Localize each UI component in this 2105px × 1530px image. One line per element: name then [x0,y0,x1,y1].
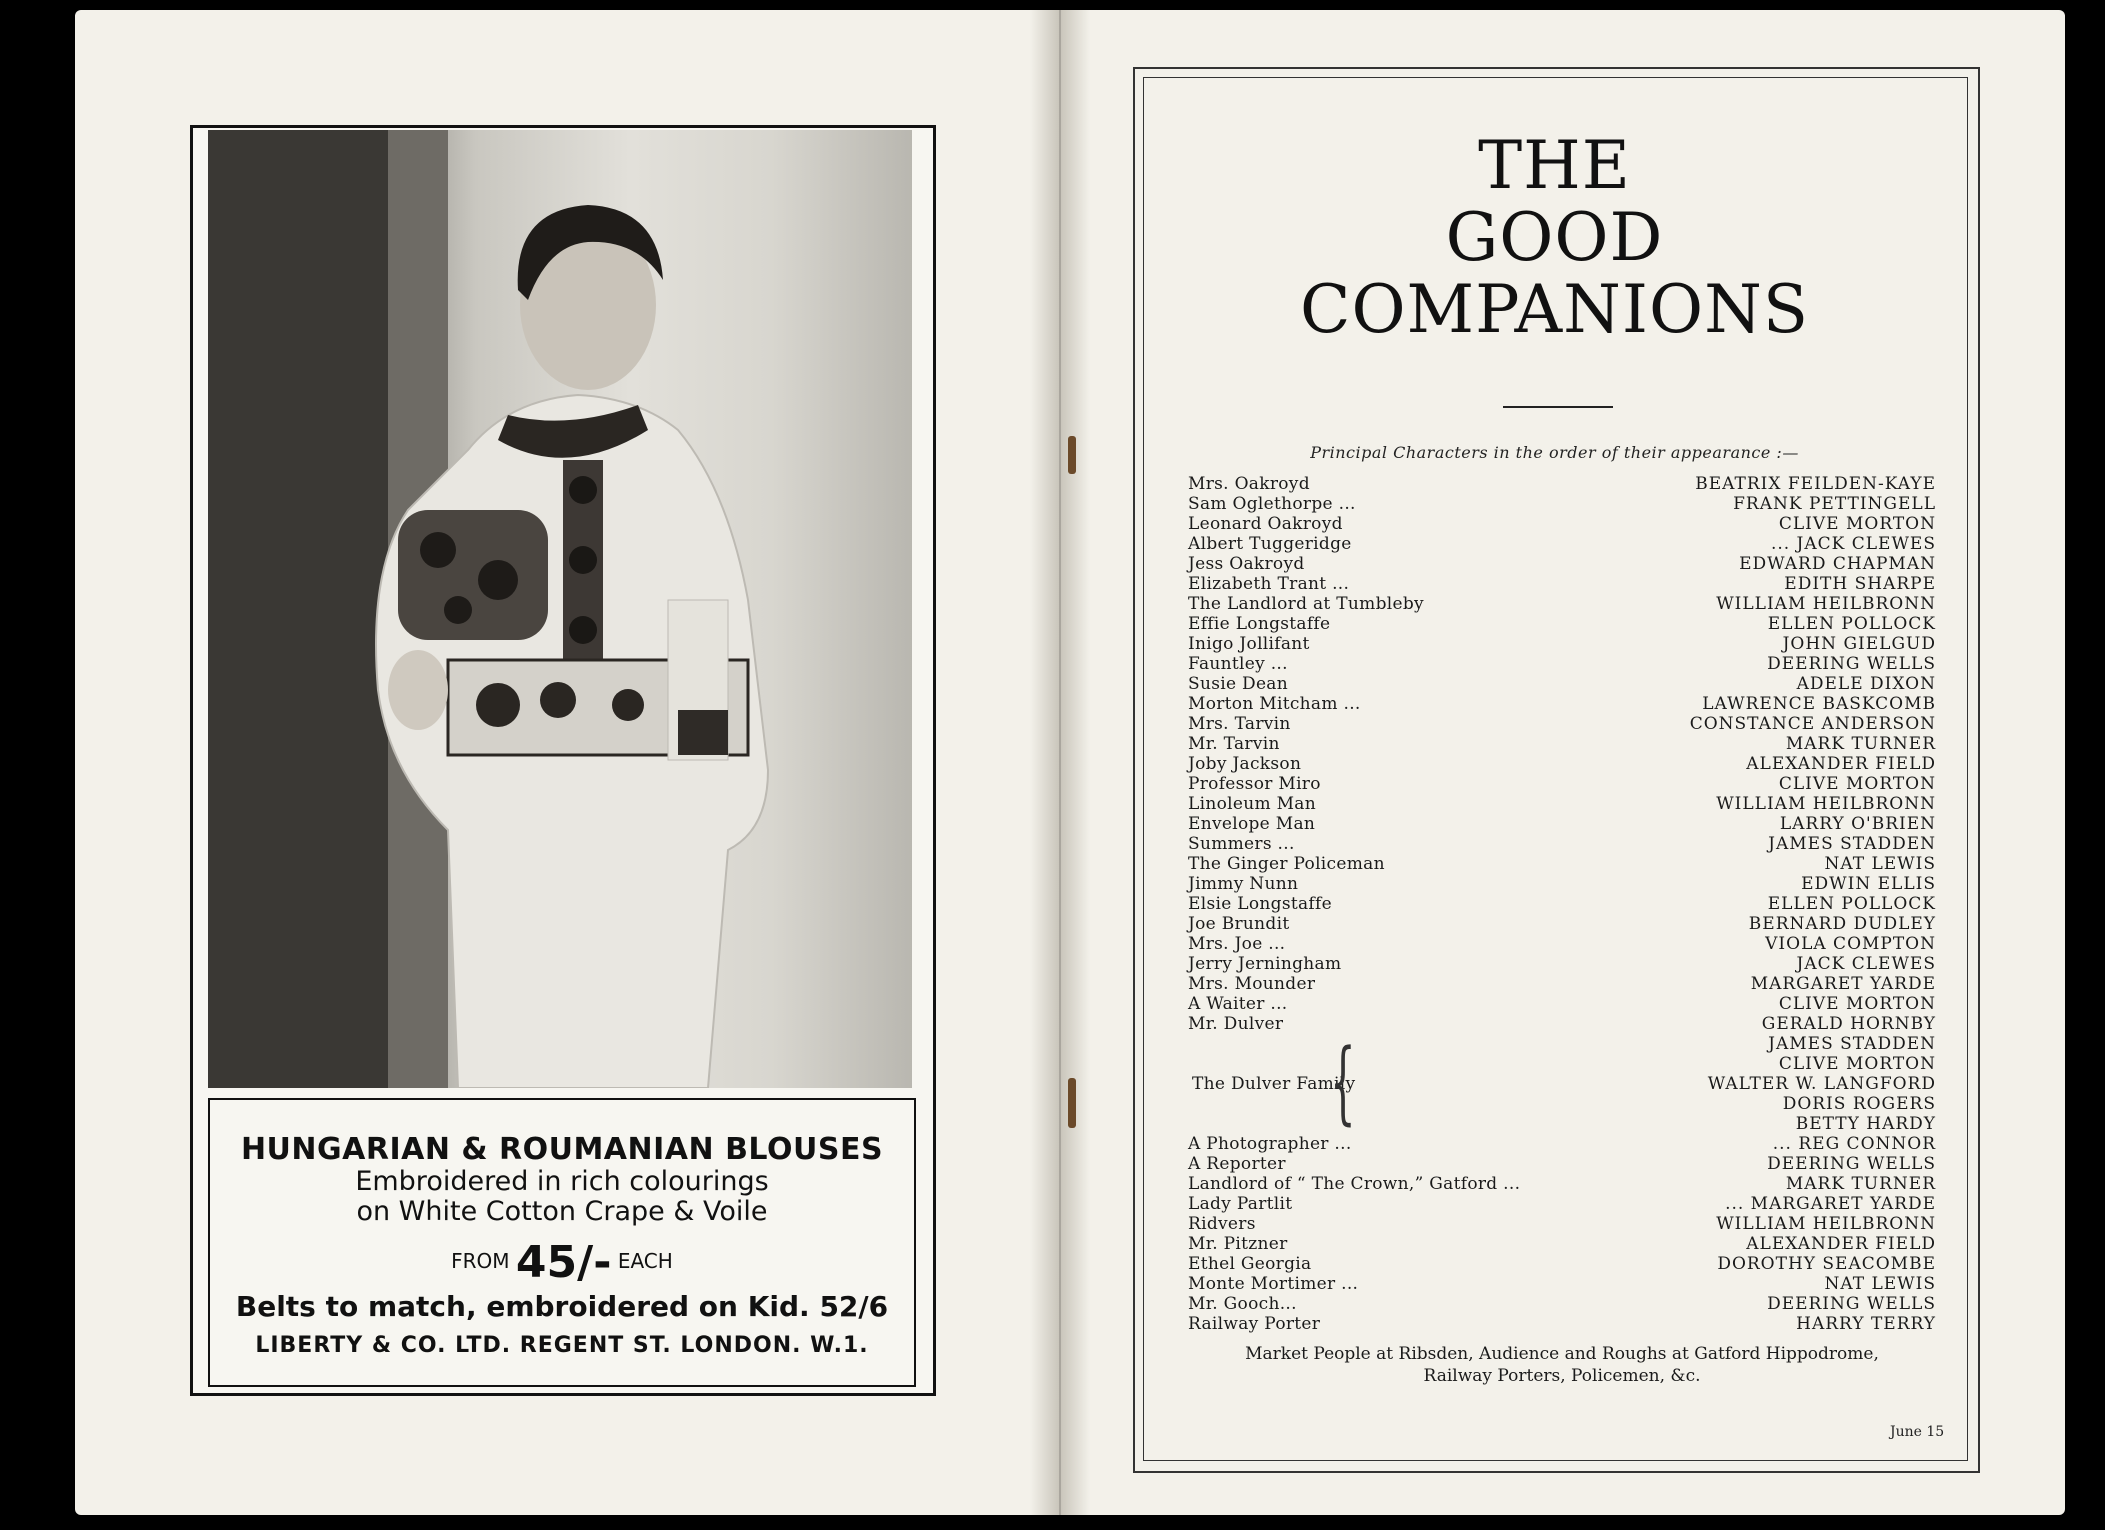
cast-row [1188,914,1936,934]
cast-actor: GERALD HORNBY [1761,1014,1936,1034]
cast-actor: WILLIAM HEILBRONN [1716,794,1936,814]
cast-actor: DEERING WELLS [1767,1154,1936,1174]
cast-character: Jimmy Nunn [1188,874,1299,894]
cast-row [1188,1274,1936,1294]
brace-icon: { [1330,1030,1356,1135]
cast-row [1188,854,1936,874]
cast-actor: MARK TURNER [1785,1174,1936,1194]
programme-title [1143,127,1966,348]
dulver-family-row [1188,1054,1936,1074]
cast-row [1188,874,1936,894]
cast-row [1188,814,1936,834]
cast-actor: VIOLA COMPTON [1765,934,1936,954]
cast-character: Ethel Georgia [1188,1254,1312,1274]
cast-character: Susie Dean [1188,674,1288,694]
cast-row [1188,1314,1936,1334]
cast-character: Joby Jackson [1188,754,1302,774]
cast-actor: WILLIAM HEILBRONN [1716,1214,1936,1234]
cast-row [1188,574,1936,594]
cast-actor: EDWARD CHAPMAN [1739,554,1936,574]
staple-bottom [1068,1078,1076,1128]
advert-text-box [208,1098,916,1387]
cast-row [1188,1194,1936,1214]
title-line-1: THE [1478,127,1631,204]
cast-character: Effie Longstaffe [1188,614,1331,634]
dulver-family-row [1188,1114,1936,1134]
cast-character: Monte Mortimer ... [1188,1274,1359,1294]
cast-character: Summers ... [1188,834,1295,854]
title-line-2: GOOD [1445,199,1664,276]
cast-row [1188,994,1936,1014]
cast-character: Envelope Man [1188,814,1316,834]
cast-character: Fauntley ... [1188,654,1288,674]
cast-row [1188,1294,1936,1314]
cast-character: Mr. Gooch... [1188,1294,1297,1314]
cast-character: Mr. Dulver [1188,1014,1284,1034]
cast-character: Sam Oglethorpe ... [1188,494,1356,514]
cast-character: Jerry Jerningham [1188,954,1342,974]
cast-actor: MARGARET YARDE [1750,974,1936,994]
advert-address: LIBERTY & CO. LTD. REGENT ST. LONDON. W.1. [255,1333,869,1358]
dulver-family-row [1188,1034,1936,1054]
cast-character: Mrs. Oakroyd [1188,474,1310,494]
cast-actor: ADELE DIXON [1796,674,1936,694]
cast-row [1188,954,1936,974]
cast-row [1188,1154,1936,1174]
cast-actor: ELLEN POLLOCK [1767,614,1936,634]
cast-actor: FRANK PETTINGELL [1733,494,1936,514]
cast-actor: ... JACK CLEWES [1770,534,1936,554]
cast-row [1188,594,1936,614]
cast-character: A Waiter ... [1188,994,1288,1014]
cast-row [1188,794,1936,814]
cast-character: Mrs. Mounder [1188,974,1316,994]
cast-row [1188,1134,1936,1154]
cast-actor: DEERING WELLS [1767,654,1936,674]
cast-character: Linoleum Man [1188,794,1316,814]
title-rule [1503,406,1613,408]
cast-actor: NAT LEWIS [1824,1274,1936,1294]
cast-character: Morton Mitcham ... [1188,694,1361,714]
cast-row [1188,1254,1936,1274]
cast-row [1188,554,1936,574]
cast-character: Leonard Oakroyd [1188,514,1343,534]
cast-row [1188,714,1936,734]
cast-actor: BEATRIX FEILDEN-KAYE [1695,474,1936,494]
cast-row [1188,754,1936,774]
cast-row [1188,1014,1936,1034]
cast-actor: WALTER W. LANGFORD [1707,1074,1936,1094]
cast-actor: EDWIN ELLIS [1801,874,1936,894]
advert-line-2: on White Cotton Crape & Voile [356,1196,768,1227]
cast-actor: ... MARGARET YARDE [1725,1194,1936,1214]
cast-actor: JACK CLEWES [1796,954,1936,974]
cast-character: Jess Oakroyd [1188,554,1305,574]
advert-photo [208,130,912,1088]
cast-row [1188,514,1936,534]
cast-actor: LARRY O'BRIEN [1779,814,1936,834]
footer-line-1: Market People at Ribsden, Audience and Roughs at Gatford Hippodrome, [1245,1344,1879,1364]
cast-actor: BETTY HARDY [1795,1114,1936,1134]
blouse-model-illustration [208,130,912,1088]
cast-actor: DEERING WELLS [1767,1294,1936,1314]
cast-subtitle: Principal Characters in the order of their appearance :— [1310,443,1799,462]
cast-row [1188,494,1936,514]
cast-actor: ALEXANDER FIELD [1746,754,1936,774]
cast-actor: ... REG CONNOR [1772,1134,1936,1154]
advert-price: 45/- [515,1237,612,1288]
cast-actor: JOHN GIELGUD [1782,634,1936,654]
cast-actor: EDITH SHARPE [1784,574,1936,594]
cast-character: Albert Tuggeridge [1188,534,1352,554]
cast-actor: ELLEN POLLOCK [1767,894,1936,914]
cast-row [1188,974,1936,994]
cast-row [1188,614,1936,634]
cast-actor: MARK TURNER [1785,734,1936,754]
cast-actor: JAMES STADDEN [1768,1034,1936,1054]
cast-actor: CLIVE MORTON [1778,514,1936,534]
cast-character: Mrs. Joe ... [1188,934,1286,954]
cast-row [1188,694,1936,714]
cast-row [1188,734,1936,754]
staple-top [1068,436,1076,474]
cast-actor: ALEXANDER FIELD [1746,1234,1936,1254]
cast-character: Mr. Tarvin [1188,734,1280,754]
cast-row [1188,634,1936,654]
cast-character: Lady Partlit [1188,1194,1293,1214]
cast-row [1188,934,1936,954]
cast-row [1188,534,1936,554]
cast-row [1188,774,1936,794]
advert-line-1: Embroidered in rich colourings [355,1166,769,1197]
cast-character: Mr. Pitzner [1188,1234,1288,1254]
cast-character: Ridvers [1188,1214,1256,1234]
cast-character: Elizabeth Trant ... [1188,574,1350,594]
dulver-family-row [1188,1074,1936,1094]
advert-price-from: FROM [451,1249,510,1273]
cast-character: Railway Porter [1188,1314,1321,1334]
cast-character: Elsie Longstaffe [1188,894,1332,914]
cast-row [1188,1174,1936,1194]
advert-belts: Belts to match, embroidered on Kid. 52/6 [235,1290,889,1323]
cast-character: Landlord of “ The Crown,” Gatford ... [1188,1174,1521,1194]
cast-row [1188,654,1936,674]
date-mark: June 15 [1890,1424,1945,1440]
footer-note [1188,1343,1936,1387]
cast-row [1188,834,1936,854]
book-spine [1030,10,1090,1515]
cast-actor: CLIVE MORTON [1778,774,1936,794]
cast-row [1188,894,1936,914]
title-line-3: COMPANIONS [1299,271,1810,348]
cast-actor: CLIVE MORTON [1778,1054,1936,1074]
cast-row [1188,1234,1936,1254]
cast-actor: DORIS ROGERS [1782,1094,1936,1114]
cast-character: A Reporter [1188,1154,1286,1174]
cast-character: The Ginger Policeman [1188,854,1385,874]
dulver-family-block [1188,1030,1936,1135]
cast-character: Inigo Jollifant [1188,634,1310,654]
advert-headline: HUNGARIAN & ROUMANIAN BLOUSES [240,1132,884,1167]
cast-character: Professor Miro [1188,774,1321,794]
cast-row [1188,474,1936,494]
cast-actor: BERNARD DUDLEY [1748,914,1936,934]
cast-row [1188,674,1936,694]
cast-actor: CLIVE MORTON [1778,994,1936,1014]
cast-actor: NAT LEWIS [1824,854,1936,874]
cast-actor: CONSTANCE ANDERSON [1689,714,1936,734]
cast-actor: LAWRENCE BASKCOMB [1702,694,1936,714]
dulver-family-label: The Dulver Family [1192,1074,1356,1094]
cast-character: The Landlord at Tumbleby [1188,594,1424,614]
cast-character: Mrs. Tarvin [1188,714,1291,734]
cast-actor: WILLIAM HEILBRONN [1716,594,1936,614]
advert-price-line [210,1237,914,1288]
footer-line-2: Railway Porters, Policemen, &c. [1423,1366,1701,1386]
cast-character: A Photographer ... [1188,1134,1352,1154]
cast-list [1188,474,1936,1334]
cast-actor: DOROTHY SEACOMBE [1717,1254,1936,1274]
dulver-family-row [1188,1094,1936,1114]
advert-price-each: EACH [617,1249,673,1273]
cast-character: Joe Brundit [1188,914,1290,934]
cast-row [1188,1214,1936,1234]
cast-actor: JAMES STADDEN [1768,834,1936,854]
cast-actor: HARRY TERRY [1796,1314,1936,1334]
